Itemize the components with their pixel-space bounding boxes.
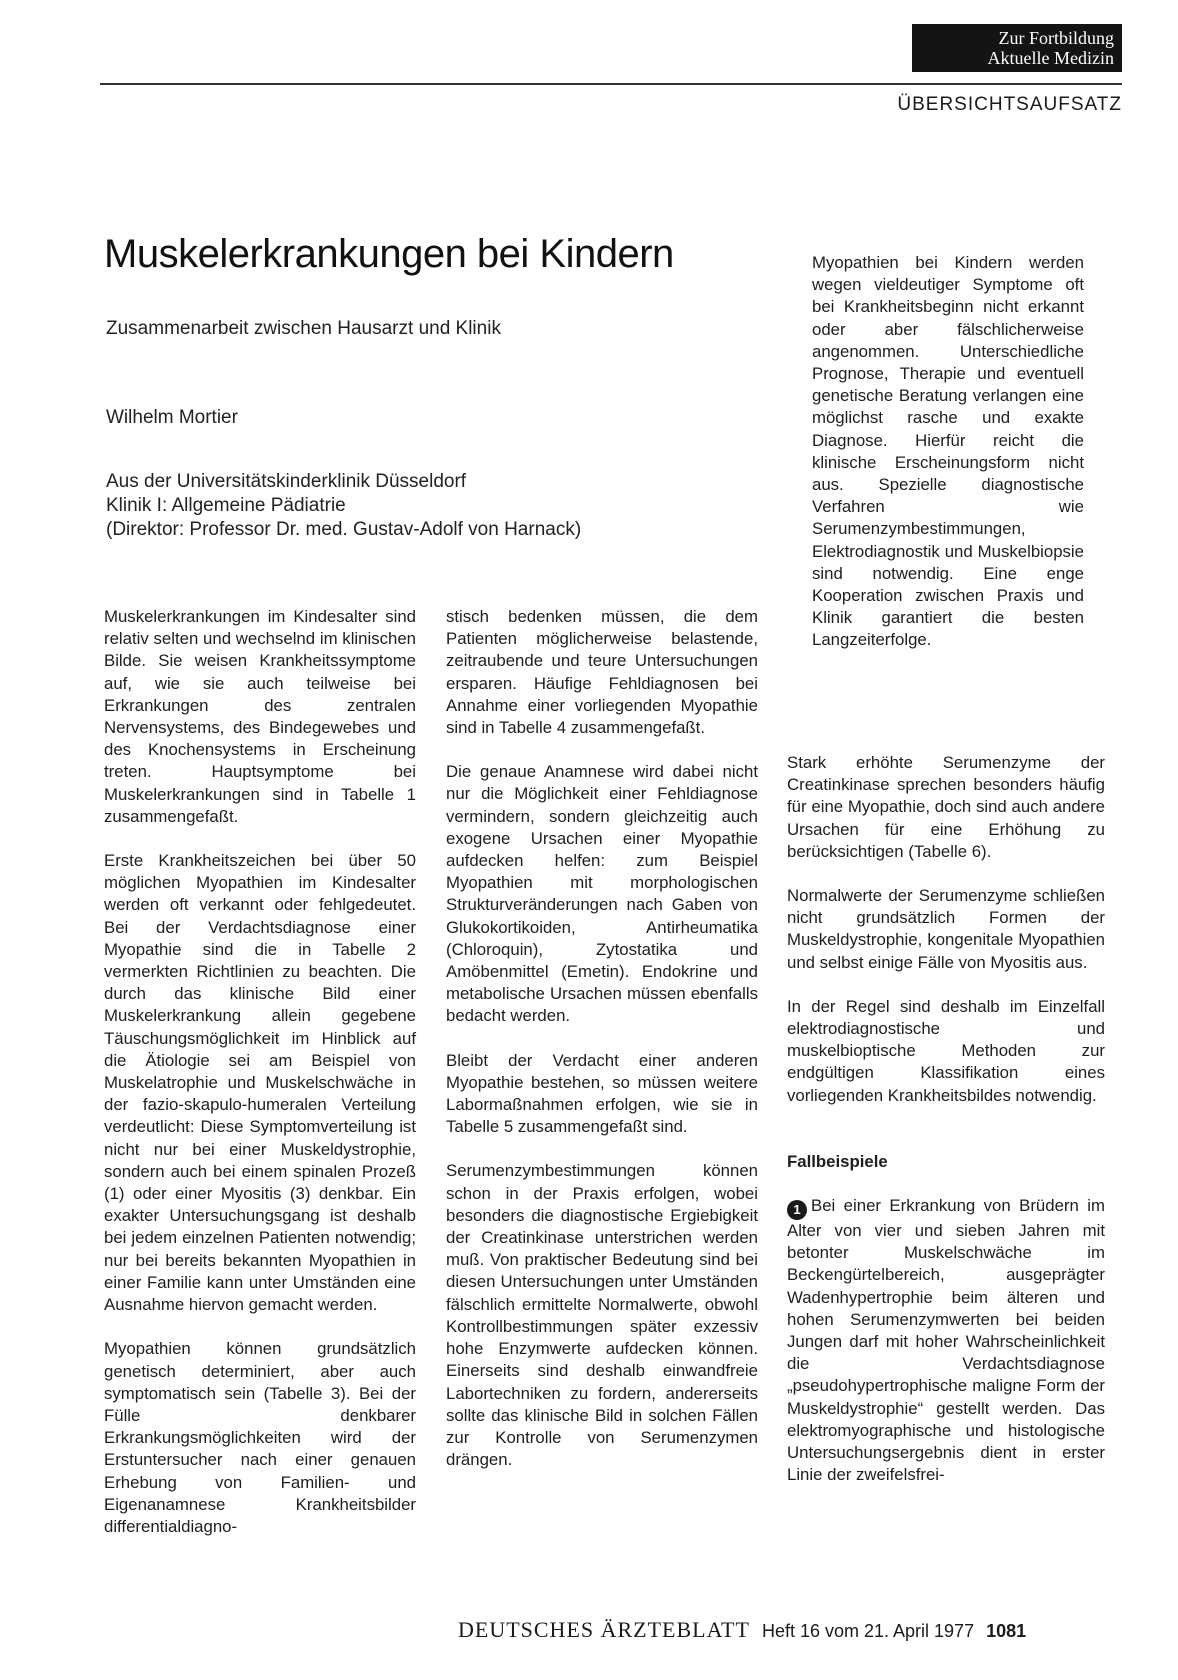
header-rule — [100, 83, 1122, 85]
case-examples-heading: Fallbeispiele — [787, 1151, 888, 1171]
issue-info: Heft 16 vom 21. April 1977 — [761, 1621, 975, 1641]
body-paragraph: Stark erhöhte Serumenzyme der Creatinkinase sprechen besonders häufig für eine Myopathie, doch sind auch andere Ursachen für eine Erhöhung zu berücksichtigen (Tabelle 6). — [787, 753, 1105, 861]
affiliation-line: (Direktor: Professor Dr. med. Gustav-Adolf von Harnack) — [106, 519, 582, 540]
section-badge — [912, 24, 1122, 72]
badge-line-2: Aktuelle Medizin — [987, 48, 1114, 68]
body-paragraph: Die genaue Anamnese wird dabei nicht nur die Möglichkeit einer Fehldiagnose vermindern, sondern gleichzeitig auch exogene Ursachen einer Myopathie aufdecken helfen: zum Beispiel Myopathien mit morphologischen Strukturveränderungen nach Gaben von Glukokortikoiden, Antirheumatika (Chloroquin), Zytostatika und Amöbenmittel (Emetin). Endokrine und metabolische Ursachen müssen ebenfalls bedacht werden. — [446, 762, 758, 1026]
section-label: ÜBERSICHTSAUFSATZ — [897, 94, 1122, 115]
body-paragraph: Bleibt der Verdacht einer anderen Myopathie bestehen, so müssen weitere Labormaßnahmen erfolgen, wie sie in Tabelle 5 zusammengefaßt sind. — [446, 1050, 758, 1137]
case-example-text: Bei einer Erkrankung von Brüdern im Alter von vier und sieben Jahren mit betonter Muskelschwäche im Beckengürtelbereich, ausgeprägter Wadenhypertrophie beim älteren und hohen Serumenzymwerten bei beiden Jungen darf mit hoher Wahrscheinlichkeit die Verdachtsdiagnose „pseudohypertrophische maligne Form der Muskeldystrophie“ gestellt werden. Das elektromyographische und histologische Untersuchungsergebnis dient in erster Linie der zweifelsfrei- — [787, 1196, 1105, 1485]
body-paragraph: Muskelerkrankungen im Kindesalter sind relativ selten und wechselnd im klinischen Bilde. Sie weisen Krankheitssymptome auf, wie sie auch teilweise bei Erkrankungen des zentralen Nervensystems, des Bindegewebes und des Knochensystems in Erscheinung treten. Hauptsymptome bei Muskelerkrankungen sind in Tabelle 1 zusammengefaßt. — [104, 607, 416, 826]
body-paragraph: Myopathien können grundsätzlich genetisch determiniert, aber auch symptomatisch sein (Tabelle 3). Bei der Fülle denkbarer Erkrankungsmöglichkeiten wird der Erstuntersucher nach einer genauen Erhebung von Familien- und Eigenanamnese Krankheitsbilder differentialdiagno- — [104, 1339, 416, 1536]
badge-line-1: Zur Fortbildung — [998, 28, 1114, 48]
body-column-1 — [104, 606, 416, 1538]
body-paragraph: In der Regel sind deshalb im Einzelfall elektrodiagnostische und muskelbioptische Methoden zur endgültigen Klassifikation eines vorliegenden Krankheitsbildes notwendig. — [787, 996, 1105, 1105]
affiliation-line: Klinik I: Allgemeine Pädiatrie — [106, 495, 346, 516]
article-abstract: Myopathien bei Kindern werden wegen vieldeutiger Symptome oft bei Krankheitsbeginn nicht erkannt oder aber fälschlicherweise angenommen. Unterschiedliche Prognose, Therapie und eventuell genetische Beratung verlangen eine möglichst rasche und exakte Diagnose. Hierfür reicht die klinische Erscheinungsform nicht aus. Spezielle diagnostische Verfahren wie Serumenzymbestimmungen, Elektrodiagnostik und Muskelbiopsie sind notwendig. Eine enge Kooperation zwischen Praxis und Klinik garantiert die besten Langzeiterfolge. — [812, 253, 1084, 650]
body-column-3 — [787, 752, 1105, 1486]
article-subtitle: Zusammenarbeit zwischen Hausarzt und Klinik — [106, 318, 501, 339]
article-author: Wilhelm Mortier — [106, 407, 238, 428]
body-paragraph: Normalwerte der Serumenzyme schließen nicht grundsätzlich Formen der Muskeldystrophie, kongenitale Myopathien und selbst einige Fälle von Myositis aus. — [787, 886, 1105, 972]
body-column-2 — [446, 606, 758, 1471]
page-number: 1081 — [986, 1621, 1027, 1641]
affiliation-line: Aus der Universitätskinderklinik Düsseldorf — [106, 471, 467, 492]
case-number-marker: 1 — [787, 1200, 807, 1220]
article-title: Muskelerkrankungen bei Kindern — [104, 232, 674, 276]
body-paragraph: Serumenzymbestimmungen können schon in der Praxis erfolgen, wobei besonders die diagnostische Ergiebigkeit der Creatinkinase unterstrichen werden muß. Von praktischer Bedeutung sind bei diesen Untersuchungen unter Umständen fälschlich ermittelte Normalwerte, obwohl Kontrollbestimmungen später exzessiv hohe Enzymwerte aufdecken können. Einerseits sind deshalb einwandfreie Labortechniken zu fordern, andererseits sollte das klinische Bild in solchen Fällen zur Kontrolle von Serumenzymen drängen. — [446, 1161, 758, 1470]
body-paragraph: stisch bedenken müssen, die dem Patienten möglicherweise belastende, zeitraubende und teure Untersuchungen ersparen. Häufige Fehldiagnosen bei Annahme einer vorliegenden Myopathie sind in Tabelle 4 zusammengefaßt. — [446, 607, 758, 738]
page-footer — [458, 1617, 1026, 1643]
body-paragraph: Erste Krankheitszeichen bei über 50 möglichen Myopathien im Kindesalter werden oft verkannt oder fehlgedeutet. Bei der Verdachtsdiagnose einer Myopathie sind die in Tabelle 2 vermerkten Richtlinien zu beachten. Die durch das klinische Bild einer Muskelerkrankung allein gegebene Täuschungsmöglichkeit im Hinblick auf die Ätiologie sei am Beispiel von Muskelatrophie und Muskelschwäche in der fazio-skapulo-humeralen Verteilung verdeutlicht: Diese Symptomverteilung ist nicht nur bei einer Muskeldystrophie, sondern auch bei einem spinalen Prozeß (1) oder einer Myositis (3) denkbar. Ein exakter Untersuchungsgang ist deshalb bei jedem einzelnen Patienten notwendig; nur bei bereits bekannten Myopathien in einer Familie kann unter Umständen eine Ausnahme hiervon gemacht werden. — [104, 851, 416, 1315]
author-affiliation — [106, 470, 581, 542]
case-example-paragraph — [787, 1195, 1105, 1486]
journal-name: DEUTSCHES ÄRZTEBLATT — [458, 1617, 750, 1642]
